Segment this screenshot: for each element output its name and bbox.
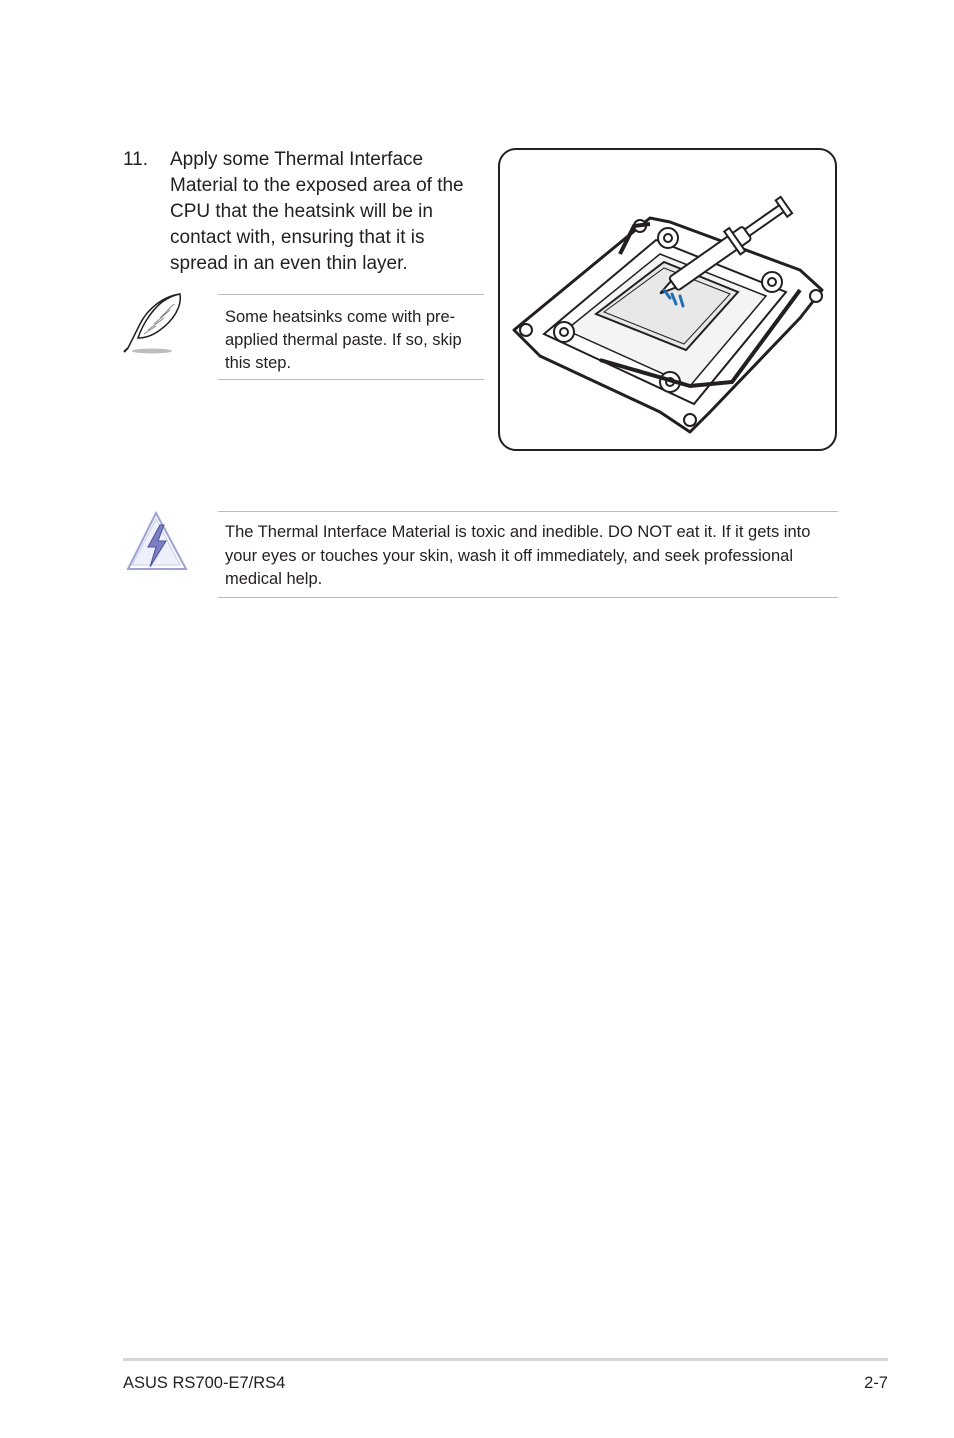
warning-box xyxy=(218,511,838,598)
footer-page-number: 2-7 xyxy=(864,1374,888,1392)
footer-divider xyxy=(123,1358,888,1361)
cpu-socket-illustration xyxy=(498,148,837,451)
step-number: 11. xyxy=(123,149,149,170)
feather-pen-icon xyxy=(120,290,190,356)
footer-model: ASUS RS700-E7/RS4 xyxy=(123,1374,286,1392)
step-instruction: Apply some Thermal Interface Material to the exposed area of the CPU that the heatsink will be in contact with, ensuring that it is spread in an even thin layer. xyxy=(170,149,464,274)
note-text: Some heatsinks come with pre-applied thermal paste. If so, skip this step. xyxy=(225,308,462,372)
lightning-warning-icon xyxy=(124,511,188,571)
note-box xyxy=(218,294,484,380)
warning-text: The Thermal Interface Material is toxic and inedible. DO NOT eat it. If it gets into your eyes or touches your skin, wash it off immediately, and seek professional medical help. xyxy=(225,523,811,588)
